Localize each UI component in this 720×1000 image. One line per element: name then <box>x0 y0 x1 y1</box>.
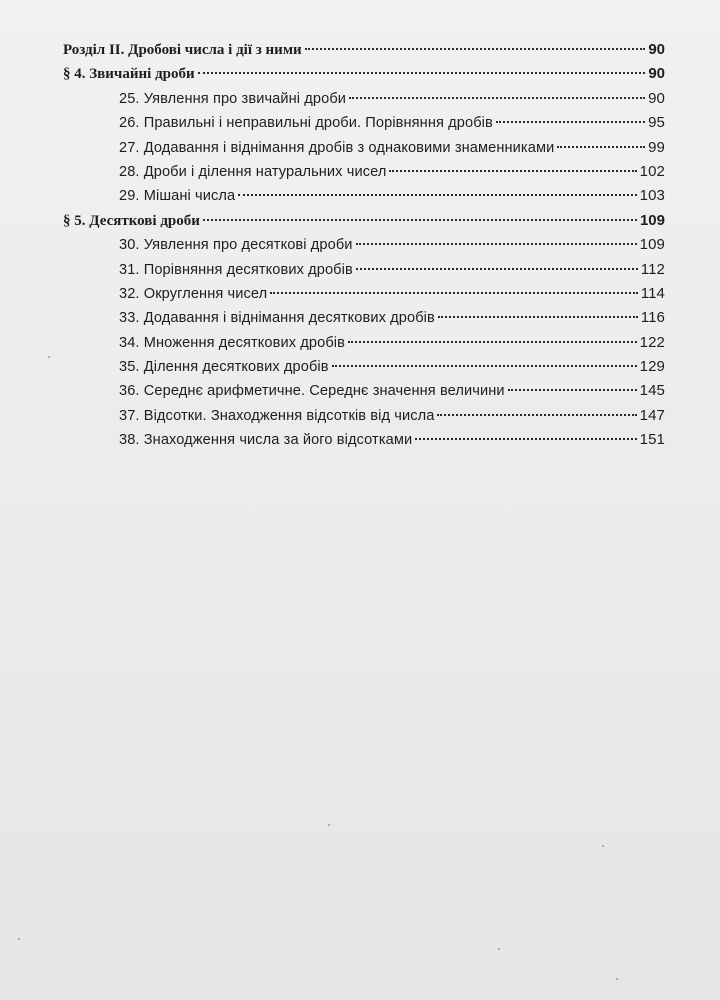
dot-leader <box>198 72 646 74</box>
toc-entry-page: 112 <box>640 260 665 278</box>
toc-item-row[interactable] <box>55 428 665 452</box>
dot-leader <box>203 219 637 221</box>
toc-entry-page: 95 <box>648 114 665 132</box>
toc-item-row[interactable] <box>55 258 665 282</box>
dot-leader <box>356 268 638 270</box>
toc-item-row[interactable] <box>55 331 665 355</box>
toc-entry-page: 151 <box>639 431 665 449</box>
dot-leader <box>356 243 637 245</box>
paper-speck <box>48 356 50 358</box>
toc-entry-page: 90 <box>648 41 665 58</box>
toc-entry-title: 30. Уявлення про десяткові дроби <box>119 237 353 254</box>
toc-entry-page: 114 <box>640 284 665 302</box>
toc-entry-page: 103 <box>639 187 665 205</box>
toc-item-row[interactable] <box>55 404 665 428</box>
toc-entry-title: 36. Середнє арифметичне. Середнє значення величини <box>119 383 505 400</box>
toc-entry-title: 34. Множення десяткових дробів <box>119 334 346 351</box>
toc-item-row[interactable] <box>55 355 665 379</box>
dot-leader <box>415 438 636 440</box>
toc-entry-title: § 4. Звичайні дроби <box>63 66 195 83</box>
toc-item-row[interactable] <box>55 233 665 257</box>
toc-section-row[interactable] <box>55 38 665 62</box>
toc-entry-title: § 5. Десяткові дроби <box>63 212 200 229</box>
dot-leader <box>332 365 637 367</box>
paper-speck <box>18 938 20 940</box>
toc-entry-page: 109 <box>639 211 665 229</box>
toc-item-row[interactable] <box>55 111 665 135</box>
toc-entry-title: 27. Додавання і віднімання дробів з однаковими знаменниками <box>119 139 555 156</box>
dot-leader <box>437 414 636 416</box>
dot-leader <box>389 170 636 172</box>
toc-entry-page: 99 <box>648 138 665 156</box>
toc-entry-page: 102 <box>639 162 665 180</box>
paper-speck <box>616 978 618 980</box>
toc-entry-title: 35. Ділення десяткових дробів <box>119 359 329 376</box>
paper-speck <box>602 845 604 847</box>
toc-entry-title: 28. Дроби і ділення натуральних чисел <box>119 163 387 180</box>
toc-entry-page: 147 <box>639 406 665 424</box>
toc-entry-page: 90 <box>648 89 665 107</box>
dot-leader <box>349 97 645 99</box>
paper-speck <box>498 948 500 950</box>
toc-item-row[interactable] <box>55 306 665 330</box>
toc-entry-page: 109 <box>639 236 665 254</box>
toc-item-row[interactable] <box>55 160 665 184</box>
toc-entry-page: 145 <box>639 382 665 400</box>
dot-leader <box>305 48 646 50</box>
toc-item-row[interactable] <box>55 87 665 111</box>
toc-section-row[interactable] <box>55 62 665 86</box>
toc-entry-page: 90 <box>648 65 665 83</box>
toc-entry-page: 116 <box>640 309 665 327</box>
toc-entry-title: 32. Округлення чисел <box>119 285 268 302</box>
toc-entry-page: 122 <box>639 333 665 351</box>
toc-section-row[interactable] <box>55 209 665 233</box>
toc-entry-page: 129 <box>639 358 665 376</box>
paper-speck <box>328 824 330 826</box>
toc-item-row[interactable] <box>55 184 665 208</box>
toc-entry-title: 38. Знаходження числа за його відсотками <box>119 432 413 449</box>
dot-leader <box>508 389 637 391</box>
toc-entry-title: 33. Додавання і віднімання десяткових дробів <box>119 310 435 327</box>
table-of-contents <box>55 38 665 453</box>
toc-entry-title: 37. Відсотки. Знаходження відсотків від числа <box>119 407 435 424</box>
dot-leader <box>238 194 636 196</box>
dot-leader <box>438 316 638 318</box>
toc-item-row[interactable] <box>55 379 665 403</box>
toc-item-row[interactable] <box>55 282 665 306</box>
toc-entry-title: Розділ II. Дробові числа і дії з ними <box>63 42 302 58</box>
dot-leader <box>270 292 638 294</box>
toc-entry-title: 26. Правильні і неправильні дроби. Порівняння дробів <box>119 115 493 132</box>
toc-item-row[interactable] <box>55 136 665 160</box>
toc-entry-title: 25. Уявлення про звичайні дроби <box>119 90 347 107</box>
dot-leader <box>496 121 645 123</box>
toc-entry-title: 29. Мішані числа <box>119 188 236 205</box>
dot-leader <box>557 146 645 148</box>
toc-entry-title: 31. Порівняння десяткових дробів <box>119 261 353 278</box>
dot-leader <box>348 341 637 343</box>
